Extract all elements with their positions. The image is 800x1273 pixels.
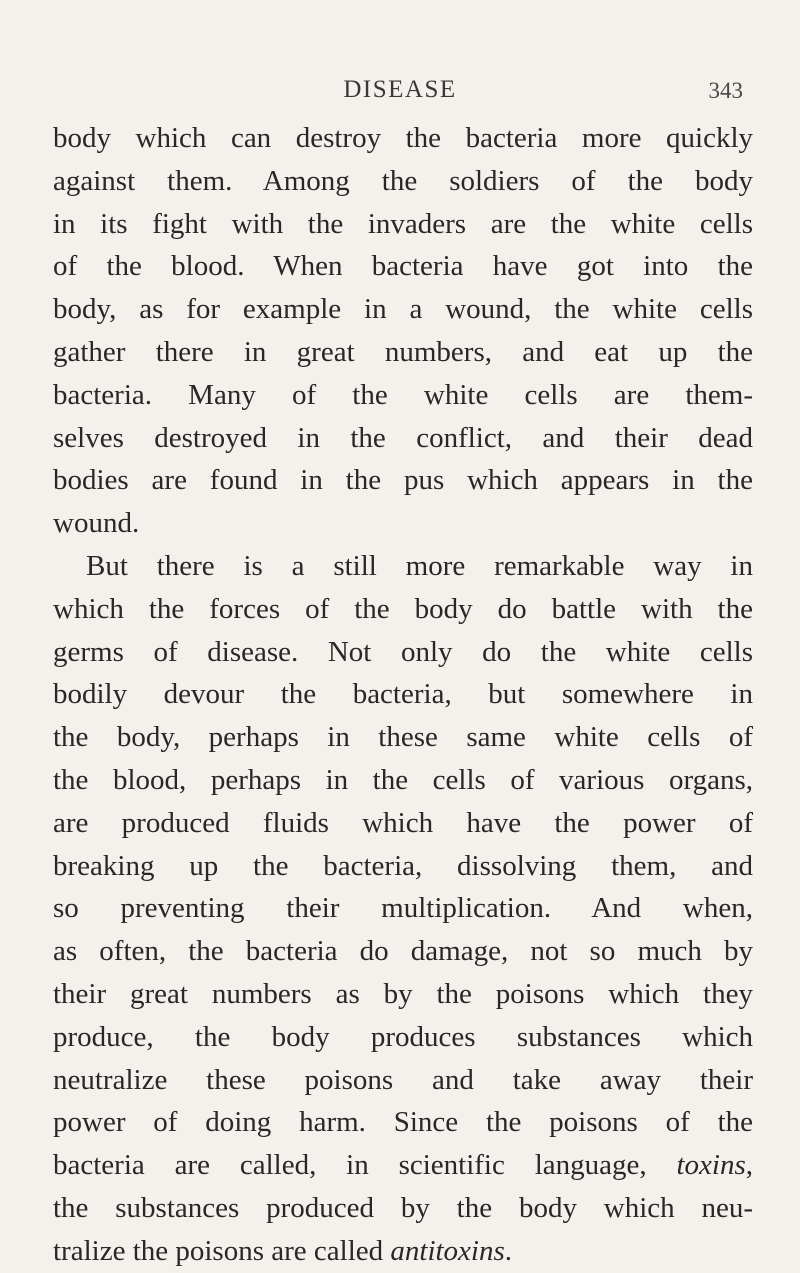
running-head: DISEASE xyxy=(343,76,457,103)
text-line: gather there in great numbers, and eat up the xyxy=(53,335,753,368)
text-line: which the forces of the body do battle with the xyxy=(53,592,753,625)
italic-term: antitoxins xyxy=(390,1234,505,1267)
text-line: power of doing harm. Since the poisons of the xyxy=(53,1106,753,1139)
text-line: selves destroyed in the conflict, and their dead xyxy=(53,421,753,454)
text-line: body, as for example in a wound, the white cells xyxy=(53,293,753,326)
text-line: body which can destroy the bacteria more quickly xyxy=(53,122,753,154)
text-line: bacteria. Many of the white cells are them- xyxy=(53,378,753,411)
text-line: of the blood. When bacteria have got into the xyxy=(53,250,753,283)
page-header xyxy=(0,72,800,112)
text-line: But there is a still more remarkable way in xyxy=(86,549,753,582)
text-line xyxy=(53,1144,753,1187)
body-text xyxy=(53,117,753,1273)
text-line: bodily devour the bacteria, but somewhere in xyxy=(53,678,753,711)
text-line: neutralize these poisons and take away their xyxy=(53,1063,753,1096)
italic-term: toxins xyxy=(676,1149,746,1182)
text-line: so preventing their multiplication. And when, xyxy=(53,892,753,925)
text-run: . xyxy=(504,1234,513,1267)
text-line: as often, the bacteria do damage, not so much by xyxy=(53,935,753,968)
text-line xyxy=(53,1230,753,1273)
text-line: breaking up the bacteria, dissolving them, and xyxy=(53,849,753,882)
text-line: in its fight with the invaders are the white cells xyxy=(53,207,753,240)
text-line: the body, perhaps in these same white cells of xyxy=(53,721,753,754)
text-line: against them. Among the soldiers of the body xyxy=(53,164,753,197)
text-run: tralize the poisons are called xyxy=(53,1234,391,1267)
text-line: wound. xyxy=(53,507,140,540)
text-line: the substances produced by the body which neu- xyxy=(53,1191,753,1224)
text-line: are produced fluids which have the power of xyxy=(53,806,753,839)
text-run: , xyxy=(745,1149,753,1182)
text-line: bodies are found in the pus which appears in the xyxy=(53,464,753,497)
text-line: the blood, perhaps in the cells of various organs, xyxy=(53,763,753,796)
page-number: 343 xyxy=(708,78,743,103)
text-line: their great numbers as by the poisons which they xyxy=(53,977,753,1010)
text-line: germs of disease. Not only do the white cells xyxy=(53,635,753,668)
text-line: produce, the body produces substances which xyxy=(53,1020,753,1053)
text-run: bacteria are called, in scientific language, xyxy=(53,1149,677,1182)
